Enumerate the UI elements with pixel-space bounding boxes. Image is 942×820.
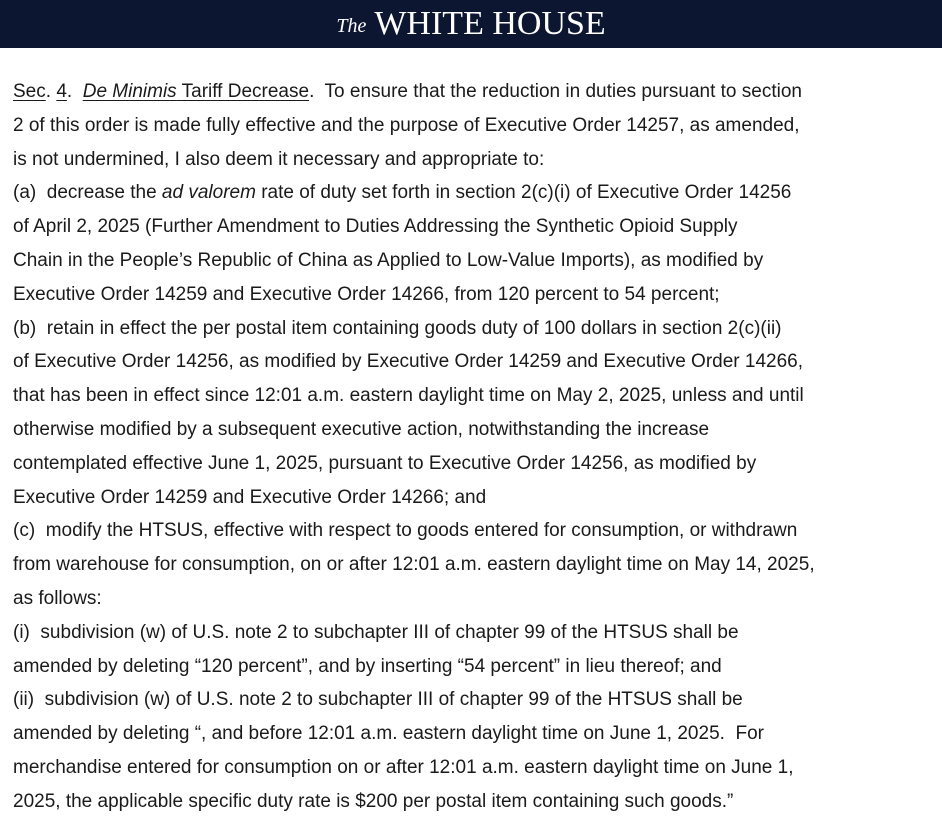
paragraph-c-ii-line: 2025, the applicable specific duty rate is $200 per postal item containing such goods.”	[13, 790, 734, 812]
paragraph-c-ii-line: merchandise entered for consumption on or after 12:01 a.m. eastern daylight time on June 1,	[13, 756, 794, 778]
ad-valorem-term: ad valorem	[161, 182, 256, 204]
section-intro-line: is not undermined, I also deem it necessary and appropriate to:	[13, 148, 545, 170]
brand-logo-text[interactable]: WHITE HOUSE	[374, 5, 606, 42]
paragraph-a-line: Chain in the People’s Republic of China as Applied to Low-Value Imports), as modified by	[13, 249, 764, 271]
paragraph-c-i-line: amended by deleting “120 percent”, and by inserting “54 percent” in lieu thereof; and	[13, 655, 722, 677]
paragraph-c-line: as follows:	[13, 587, 102, 609]
paragraph-c-line: from warehouse for consumption, on or after 12:01 a.m. eastern daylight time on May 14, 2025,	[13, 554, 815, 576]
paragraph-b-line: that has been in effect since 12:01 a.m. eastern daylight time on May 2, 2025, unless and until	[13, 385, 804, 407]
paragraph-b-line: contemplated effective June 1, 2025, pursuant to Executive Order 14256, as modified by	[13, 452, 757, 474]
section-title-period: .	[309, 81, 315, 102]
paragraph-c-ii-line: (ii) subdivision (w) of U.S. note 2 to subchapter III of chapter 99 of the HTSUS shall be	[13, 689, 743, 711]
document-body	[0, 48, 938, 819]
paragraph-a-line: (a) decrease the ad valorem rate of duty set forth in section 2(c)(i) of Executive Order 14256	[13, 182, 792, 204]
paragraph-b-line: of Executive Order 14256, as modified by Executive Order 14259 and Executive Order 14266,	[13, 351, 804, 373]
paragraph-c-i-line: (i) subdivision (w) of U.S. note 2 to subchapter III of chapter 99 of the HTSUS shall be	[13, 621, 739, 643]
paragraph-b-line: otherwise modified by a subsequent executive action, notwithstanding the increase	[13, 418, 710, 440]
section-intro-line: 2 of this order is made fully effective and the purpose of Executive Order 14257, as amended,	[13, 114, 800, 136]
section-title: De Minimis Tariff Decrease	[82, 81, 310, 102]
section-heading-line	[13, 75, 938, 109]
section-label: Sec	[13, 81, 46, 102]
paragraph-c-ii-line: amended by deleting “, and before 12:01 a.m. eastern daylight time on June 1, 2025. For	[13, 723, 764, 745]
paragraph-a-line: of April 2, 2025 (Further Amendment to Duties Addressing the Synthetic Opioid Supply	[13, 216, 738, 238]
paragraph-a-line: Executive Order 14259 and Executive Order 14266, from 120 percent to 54 percent;	[13, 283, 720, 305]
paragraph-b-line: (b) retain in effect the per postal item containing goods duty of 100 dollars in section 2(c)(ii)	[13, 317, 782, 339]
site-header	[0, 0, 942, 48]
paragraph-c-line: (c) modify the HTSUS, effective with respect to goods entered for consumption, or withdrawn	[13, 520, 798, 542]
paragraph-b-line: Executive Order 14259 and Executive Order 14266; and	[13, 486, 487, 508]
section-number: 4	[56, 81, 67, 102]
section-intro-text: To ensure that the reduction in duties pursuant to section	[314, 81, 802, 102]
section-number-period: .	[66, 81, 73, 102]
brand-prefix[interactable]: The	[336, 14, 367, 37]
section-label-period: .	[45, 81, 57, 102]
